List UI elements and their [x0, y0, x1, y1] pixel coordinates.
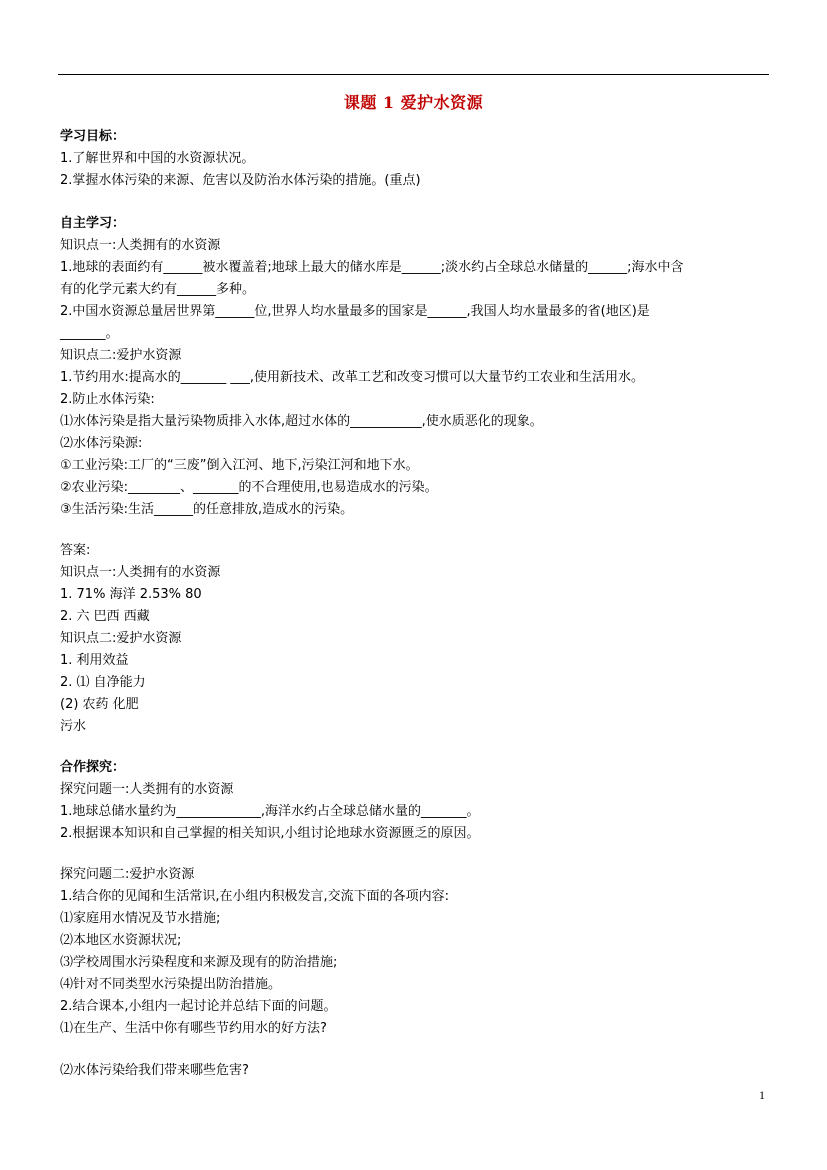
header-rule: [58, 74, 769, 75]
text-line: 答案:: [60, 543, 91, 558]
text-line: ③生活污染:生活______的任意排放,造成水的污染。: [60, 502, 354, 517]
text-line: ①工业污染:工厂的“三废”倒入江河、地下,污染江河和地下水。: [60, 458, 419, 473]
text-line: 知识点一:人类拥有的水资源: [60, 238, 221, 253]
text-line: 2. 六 巴西 西藏: [60, 609, 150, 624]
text-line: ⑶学校周围水污染程度和来源及现有的防治措施;: [60, 955, 338, 970]
text-line: 合作探究：: [60, 760, 126, 775]
text-line: ②农业污染:________、_______的不合理使用,也易造成水的污染。: [60, 480, 438, 495]
text-line: 污水: [60, 719, 87, 734]
text-line: 1.了解世界和中国的水资源状况。: [60, 151, 255, 166]
text-line: 1.结合你的见闻和生活常识,在小组内积极发言,交流下面的各项内容:: [60, 889, 450, 904]
text-line: ⑷针对不同类型水污染提出防治措施。: [60, 977, 282, 992]
text-line: 学习目标：: [60, 129, 126, 144]
text-line: 自主学习：: [60, 216, 126, 231]
page-number: 1: [759, 1088, 765, 1102]
page-title: 课题 1 爱护水资源: [343, 93, 484, 112]
text-line: 知识点一:人类拥有的水资源: [60, 565, 221, 580]
text-line: ⑵水体污染给我们带来哪些危害?: [60, 1063, 249, 1078]
text-line: 2.根据课本知识和自己掌握的相关知识,小组讨论地球水资源匮乏的原因。: [60, 826, 480, 841]
text-line: 2.中国水资源总量居世界第______位,世界人均水量最多的国家是______,我国人均水量最多的省(地区)是: [60, 304, 650, 319]
text-line: 有的化学元素大约有______多种。: [60, 282, 256, 297]
text-line: ⑵本地区水资源状况;: [60, 933, 182, 948]
text-line: 2.掌握水体污染的来源、危害以及防治水体污染的措施。(重点): [60, 173, 421, 188]
text-line: 1.节约用水:提高水的_______ ___,使用新技术、改革工艺和改变习惯可以大量节约工农业和生活用水。: [60, 370, 645, 385]
text-line: (2) 农药 化肥: [60, 697, 139, 712]
text-line: 1.地球的表面约有______被水覆盖着;地球上最大的储水库是______;淡水约占全球总水储量的______;海水中含: [60, 260, 684, 275]
text-line: ⑵水体污染源:: [60, 436, 143, 451]
text-line: 知识点二:爱护水资源: [60, 348, 182, 363]
text-line: 2. ⑴ 自净能力: [60, 675, 146, 690]
text-line: ⑴水体污染是指大量污染物质排入水体,超过水体的___________,使水质恶化的现象。: [60, 414, 543, 429]
text-line: 1. 71% 海洋 2.53% 80: [60, 587, 202, 602]
text-line: 探究问题二:爱护水资源: [60, 867, 195, 882]
text-line: 知识点二:爱护水资源: [60, 631, 182, 646]
text-line: 2.结合课本,小组内一起讨论并总结下面的问题。: [60, 999, 337, 1014]
text-line: 1. 利用效益: [60, 653, 129, 668]
text-line: ⑴在生产、生活中你有哪些节约用水的好方法?: [60, 1021, 327, 1036]
text-line: 探究问题一:人类拥有的水资源: [60, 782, 234, 797]
text-line: ⑴家庭用水情况及节水措施;: [60, 911, 221, 926]
text-line: 1.地球总储水量约为_____________,海洋水约占全球总储水量的_______。: [60, 804, 480, 819]
text-line: _______。: [60, 326, 119, 341]
text-line: 2.防止水体污染:: [60, 392, 155, 407]
